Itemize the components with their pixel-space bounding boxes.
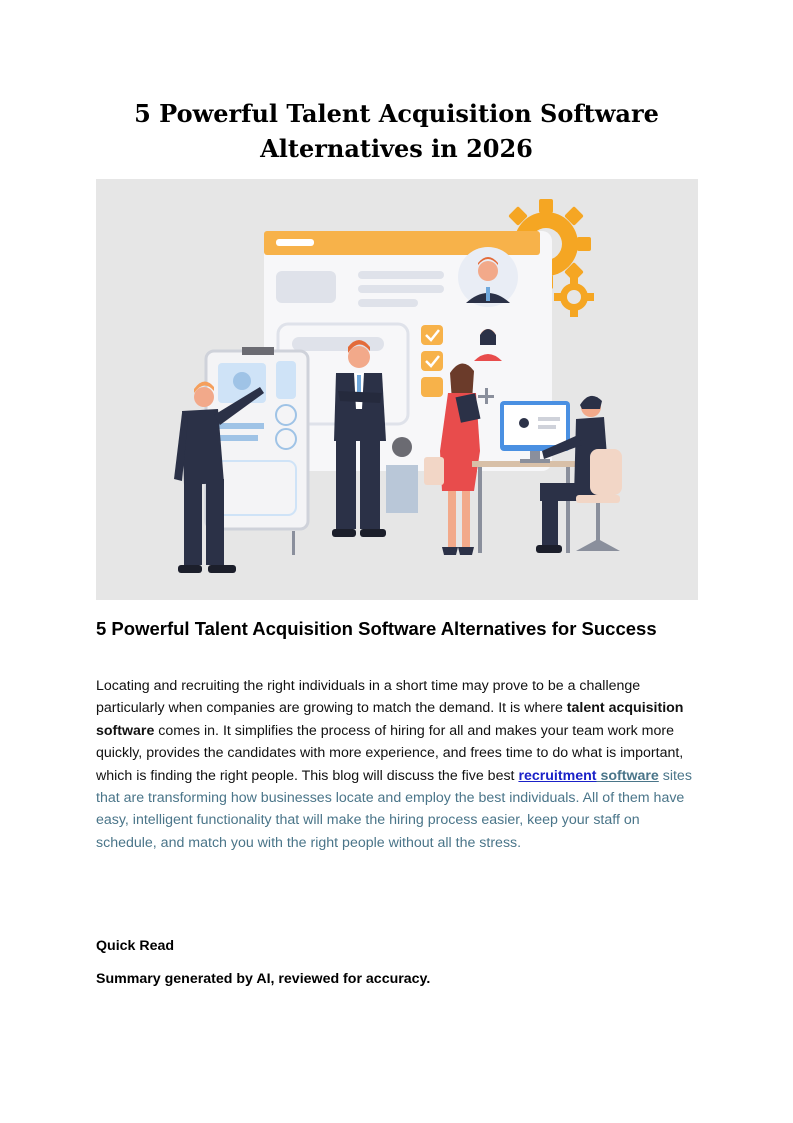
intro-text-part2: comes in. It simplifies the process of hiring for all and makes your team work more quickly, provides the candidates with more experience, and frees time to do what is important, which is finding the right people. This blog will discuss the five best bbox=[96, 722, 684, 784]
quick-read-heading: Quick Read bbox=[96, 938, 175, 954]
software-link[interactable]: software bbox=[596, 767, 659, 784]
recruitment-link[interactable]: recruitment bbox=[518, 767, 597, 784]
checkbox-icon bbox=[421, 325, 443, 397]
intro-bold-term: talent acquisition software bbox=[96, 700, 684, 739]
candidate-avatar-icon bbox=[458, 247, 518, 307]
intro-text-part3: sites that are transforming how businesses locate and employ the best individuals. All of them have easy, intelligent functionality that will make the hiring process easier, keep your staff on schedule, and match you with the right people without all the stress. bbox=[96, 767, 692, 851]
intro-text-part1: Locating and recruiting the right individuals in a short time may prove to be a challenge particularly when companies are growing to match the demand. It is where bbox=[96, 678, 641, 717]
candidate-avatar-female-icon bbox=[466, 320, 510, 364]
section-heading: 5 Powerful Talent Acquisition Software Alternatives for Success bbox=[96, 618, 657, 639]
page-title-line1: 5 Powerful Talent Acquisition Software bbox=[134, 99, 659, 128]
page-title bbox=[96, 96, 697, 166]
intro-paragraph bbox=[96, 675, 698, 854]
page-title-line2: Alternatives in 2026 bbox=[260, 134, 533, 163]
hero-illustration bbox=[96, 179, 698, 600]
ai-summary-note: Summary generated by AI, reviewed for accuracy. bbox=[96, 971, 431, 987]
